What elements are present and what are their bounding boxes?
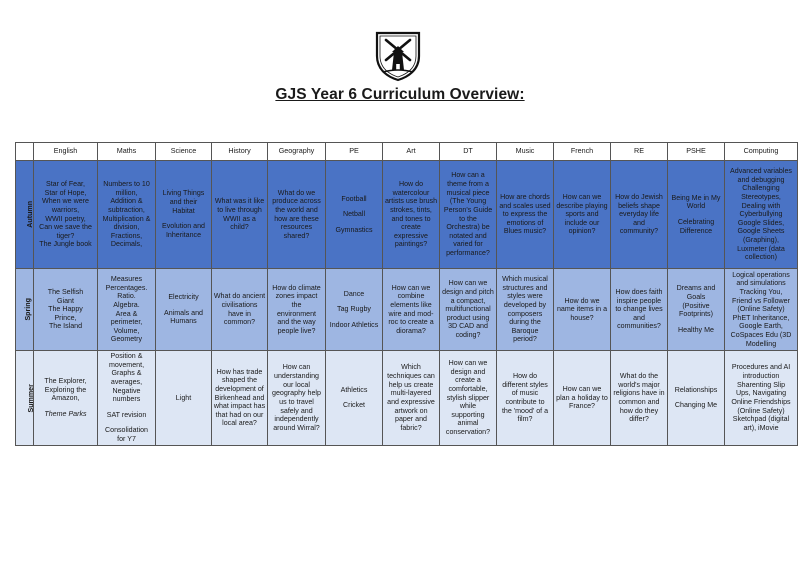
text-line: everyday life [619, 210, 659, 219]
text-line: Area & [115, 309, 138, 318]
text-line: performance? [446, 249, 490, 258]
text-line: understanding [274, 371, 319, 380]
summer-pe-2: Cricket [342, 401, 366, 410]
summer-english-texts [35, 377, 96, 403]
text-line: community? [619, 227, 659, 236]
text-line: collection) [745, 253, 777, 262]
text-line: How can we [448, 359, 488, 367]
col-header-re: RE [611, 143, 668, 161]
text-line: Sketchpad (digital [732, 415, 790, 424]
term-label-spring: Spring [16, 269, 34, 351]
text-line: environment [276, 309, 317, 318]
text-line: Celebrating [677, 218, 715, 226]
text-line: zones impact [275, 292, 318, 301]
text-line: the [291, 300, 302, 309]
text-line: WWII as a child? [223, 214, 256, 232]
text-line: perimeter, [110, 318, 143, 327]
text-line: (Online Safety) [737, 406, 785, 415]
text-line: CoSpaces Edu (3D [730, 331, 792, 340]
text-line: Which [401, 363, 421, 372]
text-line: Exploring the [44, 385, 87, 394]
text-line: to the [459, 214, 477, 223]
text-line: have in [228, 309, 251, 318]
spring-pshe-2: Healthy Me [678, 325, 714, 334]
text-line: The Selfish [47, 287, 84, 296]
col-header-geography: Geography [268, 143, 326, 161]
text-line: Modelling [745, 339, 777, 348]
cell-summer-pe [326, 351, 383, 446]
text-line: to express the [502, 210, 548, 219]
autumn-pe-2: Netball [342, 210, 366, 219]
col-header-pe: PE [326, 143, 383, 161]
text-line: Logical operations [732, 270, 790, 279]
text-line: What was it like [214, 197, 265, 206]
text-line: emotions of [506, 218, 544, 227]
text-line: and their [169, 198, 198, 207]
text-line: How can we [391, 283, 431, 292]
text-line: Star of Hope, [44, 188, 87, 197]
text-line: multi-layered [390, 389, 432, 398]
spring-pe-2: Tag Rugby [337, 305, 371, 314]
text-line: Animals and [163, 308, 204, 317]
col-header-english: English [34, 143, 98, 161]
text-line: create [401, 223, 421, 232]
text-line: Google Earth, [739, 322, 783, 331]
text-line: Habitat [172, 206, 195, 215]
cell-spring-english [34, 269, 98, 351]
cell-autumn-computing [725, 161, 798, 269]
cell-autumn-maths [98, 161, 156, 269]
cell-spring-science [156, 269, 212, 351]
text-line: How has trade [216, 367, 263, 376]
cell-summer-history [212, 351, 268, 446]
text-line: Algebra. [113, 300, 140, 309]
term-row-autumn [16, 161, 798, 269]
text-line: Humans [170, 317, 197, 326]
spring-pe-1: Dance [343, 289, 365, 298]
cell-spring-pe [326, 269, 383, 351]
summer-science-topic: Light [175, 393, 192, 402]
text-line: Google Slides, [737, 218, 785, 227]
text-line: resources [280, 223, 313, 232]
cell-summer-computing [725, 351, 798, 446]
text-line: Negative [112, 386, 141, 395]
cell-spring-french [554, 269, 611, 351]
cell-summer-english [34, 351, 98, 446]
cell-autumn-science [156, 161, 212, 269]
text-line: What do the [619, 371, 659, 380]
summer-pe-1: Athletics [340, 385, 368, 394]
text-line: (Positive [682, 301, 710, 310]
cell-autumn-french [554, 161, 611, 269]
text-line: The Jungle book [39, 240, 92, 249]
text-line: different styles [502, 380, 548, 389]
text-line: Difference [679, 226, 713, 235]
text-line: Can we save the [39, 223, 92, 232]
text-line: how are these [274, 214, 319, 223]
text-line: and [633, 218, 645, 227]
text-line: product using [446, 313, 490, 322]
text-line: stylish slipper [446, 393, 490, 402]
text-line: diorama? [396, 326, 426, 335]
text-line: Percentages. [105, 283, 148, 292]
text-line: of music [511, 389, 539, 398]
text-line: Living Things [162, 189, 205, 198]
text-line: How are chords [500, 192, 550, 201]
summer-maths-2: SAT revision [106, 410, 147, 419]
text-line: notated and [449, 231, 487, 240]
col-header-dt: DT [440, 143, 497, 161]
cell-spring-computing [725, 269, 798, 351]
cell-autumn-art [383, 161, 440, 269]
text-line: period? [513, 335, 537, 344]
text-line: Multiplication & [102, 214, 151, 223]
text-line: world's major [618, 380, 660, 389]
text-line: artists use brush [384, 197, 438, 206]
cell-spring-maths [98, 269, 156, 351]
text-line: plan a holiday to [556, 393, 608, 402]
col-header-science: Science [156, 143, 212, 161]
text-line: Luxmeter (data [737, 244, 785, 253]
col-header-french: French [554, 143, 611, 161]
text-line: How can we [448, 279, 488, 288]
col-header-computing: Computing [725, 143, 798, 161]
text-line: multifunctional [445, 305, 491, 314]
text-line: Dealing with [741, 201, 781, 210]
text-line: and the way [277, 318, 316, 327]
text-line: shared? [283, 231, 310, 240]
text-line: How do [398, 179, 424, 188]
text-line: common and [618, 397, 660, 406]
text-line: coding? [455, 331, 481, 340]
text-line: while [459, 402, 477, 411]
text-line: Which musical [502, 274, 548, 283]
text-line: religions have in [613, 389, 665, 398]
text-line: How does faith [615, 287, 663, 296]
col-header-history: History [212, 143, 268, 161]
text-line: for Y7 [117, 435, 136, 444]
text-line: design and pitch [442, 287, 494, 296]
text-line: common? [223, 318, 256, 327]
text-line: Addition & [110, 197, 143, 206]
term-row-spring [16, 269, 798, 351]
text-line: What do we [277, 188, 316, 197]
cell-autumn-music [497, 161, 554, 269]
text-line: us to travel [279, 397, 314, 406]
cell-spring-history [212, 269, 268, 351]
text-line: roc to create a [388, 318, 434, 327]
text-line: animal [457, 419, 479, 428]
text-line: independently [274, 415, 319, 424]
cell-spring-dt [440, 269, 497, 351]
school-crest-windmill-icon [373, 30, 423, 82]
text-line: the 'mood' of a [501, 406, 549, 415]
text-line: Blues music? [503, 227, 547, 236]
autumn-pshe-1 [669, 194, 723, 211]
text-line: Amazon, [51, 394, 80, 403]
text-line: musical piece [446, 188, 490, 197]
text-line: local area? [222, 419, 257, 428]
text-line: design and [450, 367, 486, 376]
text-line: to live through [217, 205, 262, 214]
text-line: structures and [502, 283, 548, 292]
text-line: Footprints) [679, 310, 713, 319]
text-line: How do [512, 371, 538, 380]
text-line: name items in a [556, 305, 608, 314]
text-line: inspire people [616, 296, 662, 305]
corner-cell [16, 143, 34, 161]
text-line: How do Jewish [615, 192, 663, 201]
summer-pshe-1: Relationships [674, 385, 718, 394]
text-line: artwork on [394, 406, 428, 415]
text-line: Prince, [54, 313, 77, 322]
text-line: Tracking You, [739, 287, 783, 296]
summer-english-theme-parks: Theme Parks [44, 410, 87, 419]
text-line: communities? [617, 322, 661, 331]
text-line: Goals [686, 293, 706, 302]
text-line: techniques can [387, 371, 435, 380]
cell-summer-pshe [668, 351, 725, 446]
cell-summer-re [611, 351, 668, 446]
text-line: help us create [388, 380, 434, 389]
text-line: theme from a [447, 179, 489, 188]
text-line: introduction [742, 371, 780, 380]
text-line: a compact, [450, 296, 486, 305]
cell-autumn-history [212, 161, 268, 269]
text-line: beliefs shape [618, 201, 660, 210]
text-line: that had on our [215, 410, 264, 419]
text-line: elements like [390, 300, 432, 309]
text-line: paintings? [394, 240, 428, 249]
autumn-pshe-2 [669, 218, 723, 235]
text-line: million, [115, 188, 138, 197]
summer-maths-1 [99, 352, 154, 404]
summer-pshe-2: Changing Me [674, 401, 718, 410]
text-line: composers [507, 309, 543, 318]
text-line: (The Young [449, 197, 487, 206]
cell-summer-art [383, 351, 440, 446]
text-line: shaped the [221, 376, 258, 385]
text-line: and [633, 313, 645, 322]
text-line: house? [570, 313, 594, 322]
cell-autumn-re [611, 161, 668, 269]
text-line: Measures [110, 274, 143, 283]
text-line: conservation? [445, 428, 491, 437]
text-line: strokes, tints, [390, 205, 432, 214]
cell-summer-music [497, 351, 554, 446]
term-row-summer [16, 351, 798, 446]
text-line: to change lives [615, 305, 663, 314]
text-line: Volume, [113, 326, 140, 335]
text-line: Challenging [742, 184, 780, 193]
autumn-pe-1: Football [341, 194, 367, 203]
cell-summer-geography [268, 351, 326, 446]
text-line: World [686, 202, 706, 211]
spring-science-topic-2 [157, 309, 210, 326]
text-line: Sharenting Slip [736, 380, 786, 389]
text-line: PhET Inheritance, [732, 313, 790, 322]
text-line: France? [568, 402, 596, 411]
text-line: How can we [562, 384, 602, 393]
text-line: comfortable, [448, 384, 488, 393]
cell-summer-science [156, 351, 212, 446]
text-line: Cyberbullying [739, 210, 783, 219]
text-line: The Happy [48, 305, 83, 314]
text-line: tiger? [56, 231, 75, 240]
spring-pe-3: Indoor Athletics [329, 320, 379, 329]
cell-spring-re [611, 269, 668, 351]
text-line: civilisations [221, 300, 258, 309]
autumn-science-topic-2: Evolution and Inheritance [162, 222, 205, 239]
text-line: When we were [42, 197, 89, 206]
text-line: movement, [108, 360, 145, 369]
text-line: Position & [110, 352, 143, 360]
col-header-art: Art [383, 143, 440, 161]
cell-summer-french [554, 351, 611, 446]
text-line: around Wirral? [273, 423, 320, 432]
page-title: GJS Year 6 Curriculum Overview: [275, 86, 525, 103]
text-line: geography help [272, 389, 321, 398]
text-line: averages, [110, 377, 143, 386]
text-line: Advanced variables [730, 166, 792, 175]
text-line: wire and mod- [388, 309, 434, 318]
text-line: Person's Guide [443, 205, 493, 214]
text-line: (Online Safety) [737, 305, 785, 314]
text-line: sports and [565, 210, 599, 219]
header-row [16, 143, 798, 161]
text-line: Dreams and [676, 284, 716, 293]
term-label-autumn: Autumn [16, 161, 34, 269]
text-line: expressive [394, 231, 428, 240]
autumn-pe-3: Gymnastics [335, 225, 373, 234]
text-line: Baroque [511, 326, 539, 335]
text-line: Ups, Navigating [735, 389, 787, 398]
spring-pshe-1 [669, 284, 723, 319]
text-line: Stereotypes, [741, 192, 781, 201]
text-line: describe playing [556, 201, 608, 210]
text-line: watercolour [392, 188, 430, 197]
text-line: How can a [451, 171, 485, 180]
text-line: The Explorer, [44, 377, 87, 386]
cell-summer-maths [98, 351, 156, 446]
cell-autumn-english [34, 161, 98, 269]
text-line: our local [283, 380, 310, 389]
text-line: Consolidation [105, 426, 148, 435]
text-line: art), iMovie [743, 423, 779, 432]
text-line: WWII poetry, [45, 214, 86, 223]
text-line: developed by [503, 300, 547, 309]
text-line: how do they [619, 406, 659, 415]
text-line: create a [455, 376, 481, 385]
text-line: varied for [453, 240, 483, 249]
text-line: Star of Fear, [45, 179, 86, 188]
col-header-pshe: PSHE [668, 143, 725, 161]
text-line: numbers [112, 395, 141, 404]
cell-spring-pshe [668, 269, 725, 351]
text-line: Orchestra) be [446, 223, 490, 232]
cell-summer-dt [440, 351, 497, 446]
text-line: Decimals, [110, 240, 143, 249]
text-line: (Graphing), [743, 236, 779, 245]
summer-maths-3 [99, 426, 154, 443]
text-line: contribute to [505, 397, 545, 406]
text-line: film? [517, 415, 533, 424]
text-line: The Island [48, 322, 83, 331]
text-line: How can we [562, 192, 602, 201]
cell-spring-geography [268, 269, 326, 351]
text-line: Graphs & [111, 369, 142, 378]
text-line: Procedures and AI [731, 363, 791, 372]
text-line: Google Sheets [737, 227, 785, 236]
text-line: Friend vs Follower [732, 296, 790, 305]
text-line: 3D CAD and [448, 322, 488, 331]
text-line: combine [397, 292, 425, 301]
text-line: How can [282, 363, 311, 372]
text-line: warriors, [51, 205, 80, 214]
text-line: differ? [629, 415, 649, 424]
cell-autumn-dt [440, 161, 497, 269]
text-line: Numbers to 10 [103, 179, 150, 188]
text-line: How do climate [272, 283, 321, 292]
text-line: How do we [564, 296, 600, 305]
spring-science-topic-1: Electricity [168, 293, 199, 302]
text-line: fabric? [400, 423, 422, 432]
text-line: Geometry [110, 335, 143, 344]
curriculum-table [15, 142, 798, 446]
text-line: Birkenhead and [214, 393, 265, 402]
text-line: Online Friendships [731, 397, 791, 406]
text-line: opinion? [568, 227, 596, 236]
col-header-music: Music [497, 143, 554, 161]
cell-autumn-pe [326, 161, 383, 269]
text-line: subtraction, [108, 205, 145, 214]
text-line: what impact has [213, 402, 266, 411]
text-line: Being Me in My [671, 193, 721, 202]
text-line: division, [113, 223, 140, 232]
text-line: during the [509, 318, 541, 327]
text-line: Ratio. [117, 292, 136, 301]
text-line: Fractions, [110, 231, 143, 240]
text-line: and debugging [737, 175, 785, 184]
text-line: styles were [507, 292, 543, 301]
text-line: paper and [395, 415, 427, 424]
text-line: development of [215, 384, 264, 393]
text-line: and scales used [499, 201, 551, 210]
text-line: include our [564, 218, 600, 227]
cell-autumn-geography [268, 161, 326, 269]
text-line: supporting [451, 410, 485, 419]
text-line: Giant [57, 296, 74, 305]
autumn-science-topic-1 [157, 189, 210, 215]
text-line: What do ancient [213, 292, 266, 301]
text-line: the world and [275, 205, 318, 214]
term-label-summer: Summer [16, 351, 34, 446]
cell-spring-music [497, 269, 554, 351]
text-line: people live? [277, 326, 316, 335]
text-line: and tones to [391, 214, 431, 223]
text-line: and expressive [387, 397, 435, 406]
cell-spring-art [383, 269, 440, 351]
text-line: produce across [272, 197, 321, 206]
text-line: and simulations [736, 279, 786, 288]
text-line: safely and [280, 406, 313, 415]
cell-autumn-pshe [668, 161, 725, 269]
col-header-maths: Maths [98, 143, 156, 161]
